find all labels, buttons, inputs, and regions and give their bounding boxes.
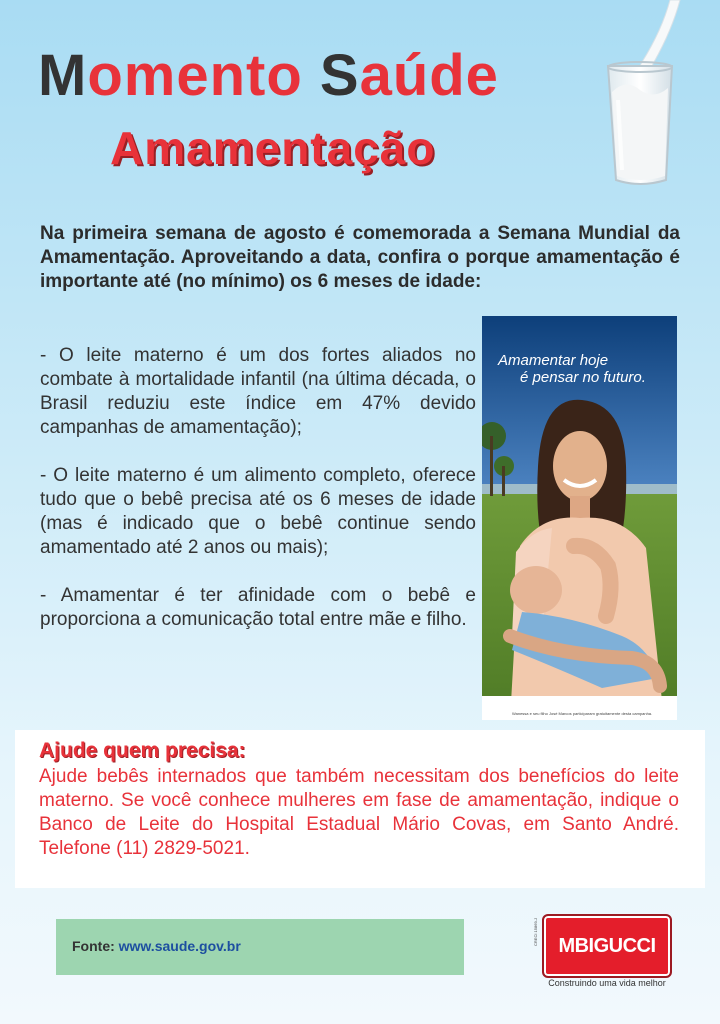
poster-headline-line-2: é pensar no futuro. xyxy=(520,369,646,386)
source-label: Fonte: xyxy=(72,938,115,954)
source-box xyxy=(56,919,464,975)
milk-glass-icon xyxy=(596,0,696,190)
poster-headline-line-1: Amamentar hoje xyxy=(498,352,609,369)
title-initial-s: S xyxy=(319,43,360,108)
benefit-item: - O leite materno é um dos fortes aliados no combate à mortalidade infantil (na última década, o Brasil reduziu este índice em 47% devido campanhas de amamentação); xyxy=(40,345,476,438)
brand-logo: MBIGUCCI xyxy=(542,914,672,978)
benefit-item: - Amamentar é ter afinidade com o bebê e proporciona a comunicação total entre mãe e filho. xyxy=(40,585,476,630)
title-word-momento: omento xyxy=(87,43,320,108)
logo-registration-code: CRECI 15869-J xyxy=(533,918,538,946)
benefit-item: - O leite materno é um alimento completo, oferece tudo que o bebê precisa até os 6 meses de idade (mas é indicado que o bebê continue sendo amamentado até 2 anos ou mais); xyxy=(40,465,476,558)
title-initial-m: M xyxy=(38,43,88,108)
campaign-poster xyxy=(482,316,677,720)
source-line xyxy=(72,938,241,954)
poster-fine-print: Wanessa e seu filho José Marcos participaram gratuitamente desta campanha. xyxy=(512,711,653,716)
poster-headline xyxy=(498,352,673,386)
help-section xyxy=(15,730,705,888)
title-word-saude: aúde xyxy=(359,43,499,108)
help-text: Ajude bebês internados que também necessitam dos benefícios do leite materno. Se você conhece mulheres em fase de amamentação, indique o Banco de Leite do Hospital Estadual Mário Covas, em Santo André. Telefone (11) 2829-5021. xyxy=(39,766,679,859)
brand-tagline: Construindo uma vida melhor xyxy=(548,978,666,988)
intro-paragraph: Na primeira semana de agosto é comemorada a Semana Mundial da Amamentação. Aproveitando a data, confira o porque amamentação é importante até (no mínimo) os 6 meses de idade: xyxy=(40,223,680,292)
page-title xyxy=(38,44,499,108)
source-link[interactable]: www.saude.gov.br xyxy=(118,938,241,954)
page-subtitle: Amamentação xyxy=(110,122,436,174)
help-title: Ajude quem precisa: xyxy=(39,739,246,762)
benefits-list xyxy=(40,344,476,656)
